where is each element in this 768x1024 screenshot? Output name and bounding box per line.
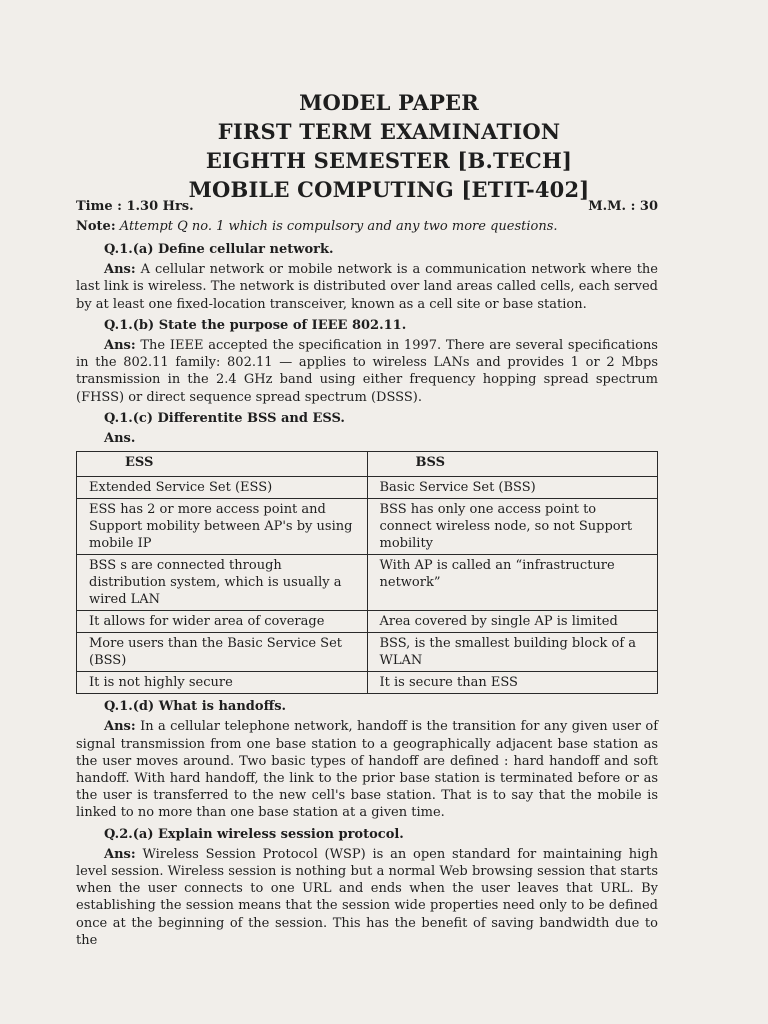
table-cell: BSS, is the smallest building block of a WLAN xyxy=(367,633,658,672)
answer-label: Ans: xyxy=(104,846,136,862)
question-2a: Q.2.(a) Explain wireless session protocol. xyxy=(104,826,404,842)
question-1c: Q.1.(c) Differentite BSS and ESS. xyxy=(104,410,345,426)
answer-text: The IEEE accepted the specification in 1997. There are several specifications in the 802.11 family: 802.11 — applies to wireless LANs and provides 1 or 2 Mbps transmission in the 2.4 GHz band using either frequency hopping spread spectrum (FHSS) or direct sequence spread spectrum (DSSS). xyxy=(76,338,658,405)
answer-1b xyxy=(76,337,658,406)
table-cell: Basic Service Set (BSS) xyxy=(367,477,658,499)
table-cell: Extended Service Set (ESS) xyxy=(77,477,368,499)
title-model-paper: MODEL PAPER xyxy=(299,90,479,115)
question-1a: Q.1.(a) Define cellular network. xyxy=(104,242,334,257)
question-1d: Q.1.(d) What is handoffs. xyxy=(104,699,287,715)
title-exam: FIRST TERM EXAMINATION xyxy=(217,119,561,144)
answer-text: In a cellular telephone network, handoff is the transition for any given user of signal transmission from one base station to a geographically adjacent base station as the user moves around. Two basic types of handoff are defined : hard handoff and soft handoff. With hard handoff, the link to the prior base station is terminated before or as the user is transferred to the new cell's base station. That is to say that the mobile is linked to no more than one base station at a given time. xyxy=(76,719,659,821)
time-label: Time : 1.30 Hrs. xyxy=(76,199,194,214)
title-subject: MOBILE COMPUTING [ETIT-402] xyxy=(188,177,590,202)
table-cell: More users than the Basic Service Set (BSS) xyxy=(77,633,368,672)
table-cell: BSS has only one access point to connect wireless node, so not Support mobility xyxy=(367,499,658,555)
answer-text: A cellular network or mobile network is a communication network where the last link is wireless. The network is distributed over land areas called cells, each served by at least one fixed-location transceiver, known as a cell site or base station. xyxy=(76,262,658,312)
note xyxy=(76,217,658,237)
answer-label: Ans: xyxy=(104,262,136,278)
table-cell: It is not highly secure xyxy=(77,672,368,694)
table-cell: With AP is called an “infrastructure network” xyxy=(367,555,658,611)
table-header: ESS xyxy=(77,452,368,477)
max-marks: M.M. : 30 xyxy=(588,199,658,214)
note-label: Note: xyxy=(76,219,116,234)
note-text: Attempt Q no. 1 which is compulsory and any two more questions. xyxy=(119,219,558,234)
table-cell: It allows for wider area of coverage xyxy=(77,611,368,633)
table-header: BSS xyxy=(367,452,658,477)
question-1b: Q.1.(b) State the purpose of IEEE 802.11. xyxy=(104,317,407,333)
answer-label: Ans. xyxy=(104,431,136,447)
table-header-row xyxy=(77,452,658,477)
answer-label: Ans: xyxy=(104,338,136,354)
comparison-table xyxy=(76,451,658,694)
answer-1a xyxy=(76,261,658,313)
table-cell: It is secure than ESS xyxy=(367,672,658,694)
answer-label: Ans: xyxy=(104,719,136,735)
document-body xyxy=(76,237,658,949)
table-row xyxy=(77,672,658,694)
answer-text: Wireless Session Protocol (WSP) is an open standard for maintaining high level session. Wireless session is nothing but a normal Web browsing session that starts when the user connects to one URL and ends when the user leaves that URL. By establishing the session means that the session wide properties need only to be defined once at the beginning of the session. This has the benefit of saving bandwidth due to the xyxy=(76,846,658,948)
paper-header xyxy=(0,88,768,204)
table-row xyxy=(77,555,658,611)
table-row xyxy=(77,633,658,672)
answer-1d xyxy=(76,718,658,821)
exam-meta xyxy=(76,197,658,237)
table-row xyxy=(77,499,658,555)
table-cell: ESS has 2 or more access point and Support mobility between AP's by using mobile IP xyxy=(77,499,368,555)
table-cell: Area covered by single AP is limited xyxy=(367,611,658,633)
table-row xyxy=(77,611,658,633)
table-cell: BSS s are connected through distribution system, which is usually a wired LAN xyxy=(77,555,368,611)
table-row xyxy=(77,477,658,499)
answer-2a xyxy=(76,846,658,949)
title-semester: EIGHTH SEMESTER [B.TECH] xyxy=(205,148,573,173)
